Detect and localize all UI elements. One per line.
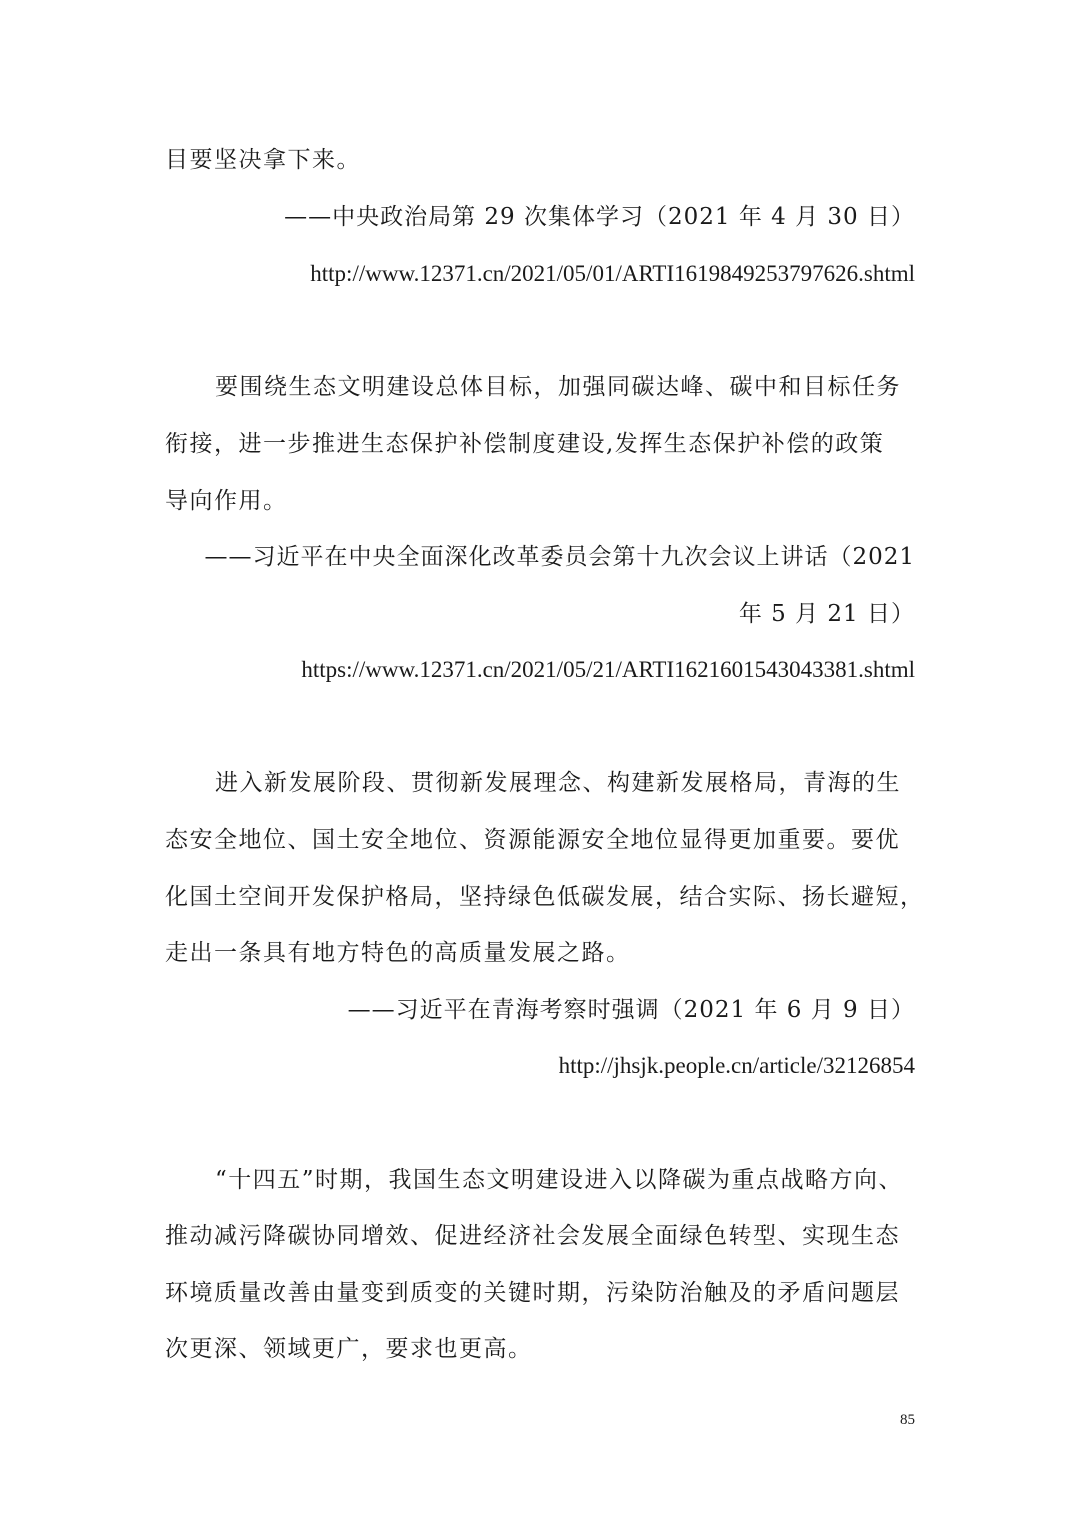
paragraph-line: 要围绕生态文明建设总体目标，加强同碳达峰、碳中和目标任务 [215, 374, 901, 400]
paragraph-line: 推动减污降碳协同增效、促进经济社会发展全面绿色转型、实现生态 [165, 1223, 900, 1249]
paragraph-line: 走出一条具有地方特色的高质量发展之路。 [165, 940, 631, 966]
paragraph-line: 次更深、领域更广，要求也更高。 [165, 1336, 533, 1362]
paragraph-line: “十四五”时期，我国生态文明建设进入以降碳为重点战略方向、 [215, 1167, 904, 1193]
paragraph-line: 化国土空间开发保护格局，坚持绿色低碳发展，结合实际、扬长避短， [165, 884, 925, 910]
paragraph-line: 进入新发展阶段、贯彻新发展理念、构建新发展格局，青海的生 [215, 770, 901, 796]
paragraph-line: 导向作用。 [165, 488, 288, 514]
paragraph-line: 态安全地位、国土安全地位、资源能源安全地位显得更加重要。要优 [165, 827, 900, 853]
source-url[interactable]: http://www.12371.cn/2021/05/01/ARTI1619849253797626.shtml [310, 261, 915, 286]
paragraph-line: 目要坚决拿下来。 [165, 147, 361, 173]
attribution-line: ——习近平在中央全面深化改革委员会第十九次会议上讲话（2021 [204, 544, 915, 570]
attribution-line: ——中央政治局第 29 次集体学习（2021 年 4 月 30 日） [284, 204, 915, 230]
paragraph-line: 衔接，进一步推进生态保护补偿制度建设,发挥生态保护补偿的政策 [165, 431, 885, 457]
source-url[interactable]: http://jhsjk.people.cn/article/32126854 [558, 1053, 915, 1078]
source-url[interactable]: https://www.12371.cn/2021/05/21/ARTI1621601543043381.shtml [301, 657, 915, 682]
attribution-line: 年 5 月 21 日） [738, 601, 915, 627]
attribution-line: ——习近平在青海考察时强调（2021 年 6 月 9 日） [347, 997, 915, 1023]
page-number: 85 [900, 1412, 915, 1428]
paragraph-line: 环境质量改善由量变到质变的关键时期，污染防治触及的矛盾问题层 [165, 1280, 900, 1306]
